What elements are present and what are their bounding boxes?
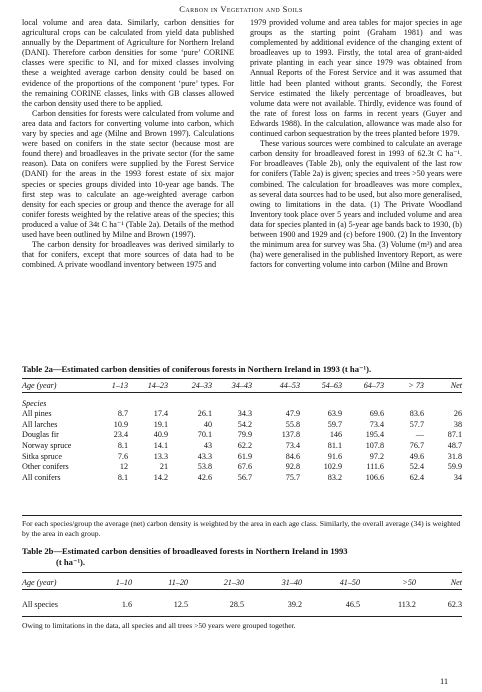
table-cell: 26: [453, 409, 462, 419]
paragraph: 1979 provided volume and area tables for major species in age groups as the starting point (Graham 1981) and was complemented by additional evidence of the changing extent of broadleaves up to 1993. Firstly, the total area of grant-aided private planting in each year since 1979 was obtained from Annual Reports of the Forest Service and it was assumed that little had been planted without grants. Secondly, the Forest Service estimated the likely percentage of broadleaves, but volume data were not available. Thirdly, evidence was found of the rate of forest loss on farms in recent years (Guyer and Edwards 1988). In the calculation, allowance was made also for continued carbon sequestration by the trees planted before 1979.: [250, 18, 462, 139]
table-2b-top-rule: [22, 572, 462, 573]
table-cell: 17.4: [153, 409, 168, 419]
table-cell: 39.2: [287, 599, 302, 609]
column-header: 31–40: [281, 578, 302, 587]
table-cell: 38: [453, 419, 462, 429]
table-row: [22, 462, 462, 473]
table-cell: 10.9: [113, 419, 128, 429]
table-cell: 111.6: [366, 462, 384, 472]
paragraph: local volume and area data. Similarly, carbon densities for agricultural crops can be calculated from yield data published annually by the Department of Agriculture for Northern Ireland (DANI). Therefore carbon densities for some ‘pure’ CORINE classes were specific to NI, and for mixed classes involving these a weighted average carbon density could be based on evidence of the proportions of the component ‘pure’ types. For the remaining CORINE classes, links with GB classes allowed the carbon density used there to be applied.: [22, 18, 234, 108]
table-cell: All pines: [22, 409, 52, 419]
table-cell: 62.3: [447, 599, 462, 609]
table-cell: 34.3: [237, 409, 252, 419]
table-cell: 81.1: [327, 440, 342, 450]
table-cell: 92.8: [285, 462, 300, 472]
table-cell: 107.8: [365, 440, 384, 450]
table-cell: 84.6: [285, 451, 300, 461]
table-cell: 49.6: [409, 451, 424, 461]
table-cell: 43.3: [197, 451, 212, 461]
table-row: [22, 600, 462, 611]
table-row: [22, 409, 462, 420]
table-cell: 59.7: [327, 419, 342, 429]
table-cell: 73.4: [285, 440, 300, 450]
table-cell: 40.9: [153, 430, 168, 440]
table-cell: 61.9: [237, 451, 252, 461]
table-cell: 83.6: [409, 409, 424, 419]
table-cell: 76.7: [409, 440, 424, 450]
column-header: 41–50: [339, 578, 360, 587]
table-2a-title: Table 2a—Estimated carbon densities of coniferous forests in Northern Ireland in 1993 (t ha⁻¹).: [22, 364, 372, 374]
table-cell: 87.1: [447, 430, 462, 440]
table-cell: 13.3: [153, 451, 168, 461]
column-header: 14–23: [147, 381, 168, 390]
table-cell: 97.2: [369, 451, 384, 461]
table-cell: 46.5: [345, 599, 360, 609]
section-label: Species: [22, 398, 47, 408]
table-row: [22, 452, 462, 463]
table-row: [22, 420, 462, 431]
paragraph: The carbon density for broadleaves was derived similarly to that for conifers, except that more sources of data had to be combined. A private woodland inventory between 1975 and: [22, 240, 234, 270]
table-cell: 59.9: [447, 462, 462, 472]
column-header: 21–30: [223, 578, 244, 587]
table-cell: All larches: [22, 419, 58, 429]
table-cell: Other conifers: [22, 462, 69, 472]
table-cell: 73.4: [369, 419, 384, 429]
table-cell: 12.5: [173, 599, 188, 609]
table-cell: 7.6: [117, 451, 128, 461]
table-2a-note: For each species/group the average (net) carbon density is weighted by the area in each age class. Similarly, the overall average (34) is weighted by the area in each group.: [22, 519, 461, 538]
table-cell: 8.1: [117, 472, 128, 482]
table-cell: 14.1: [153, 440, 168, 450]
table-cell: 83.2: [327, 472, 342, 482]
table-2b-bottom-rule: [22, 616, 462, 617]
table-2a-bottom-rule: [22, 515, 462, 516]
table-2a: [22, 381, 462, 483]
table-cell: 34: [453, 472, 462, 482]
column-header: 11–20: [168, 578, 188, 587]
table-cell: 21: [159, 462, 168, 472]
running-header: Carbon in Vegetation and Soils: [179, 4, 303, 14]
body-text: [22, 18, 462, 354]
table-cell: 1.6: [121, 599, 132, 609]
column-header: Age (year): [22, 381, 57, 390]
table-cell: 62.4: [409, 472, 424, 482]
column-header: 54–63: [321, 381, 342, 390]
table-cell: Sitka spruce: [22, 451, 62, 461]
table-cell: 54.2: [237, 419, 252, 429]
right-column: [250, 18, 462, 270]
table-2b-title-line: (t ha⁻¹).: [56, 557, 86, 567]
table-cell: 47.9: [285, 409, 300, 419]
table-cell: 12: [119, 462, 128, 472]
table-cell: 8.1: [117, 440, 128, 450]
column-header: Net: [450, 578, 462, 587]
column-header: 44–53: [279, 381, 300, 390]
table-cell: 48.7: [447, 440, 462, 450]
table-cell: 91.6: [327, 451, 342, 461]
table-cell: 19.1: [153, 419, 168, 429]
table-cell: 42.6: [197, 472, 212, 482]
table-row: [22, 430, 462, 441]
column-header: 1–10: [115, 578, 132, 587]
table-cell: 67.6: [237, 462, 252, 472]
column-header: 34–43: [231, 381, 252, 390]
table-2b-note: Owing to limitations in the data, all species and all trees >50 years were grouped together.: [22, 621, 296, 630]
paragraph: Carbon densities for forests were calculated from volume and area data and factors for converting volume into carbon, which vary by species and age (Milne and Brown 1997). Calculations were based on conifers in the state sector (because most are found there) and broadleaves in the private sector (for the same reason). Data on conifers were supplied by the Forest Service (DANI) for the areas in the 1993 forest estate of six major species or species groups divided into 10-year age bands. The first step was to calculate an age-weighted average carbon density for each species or group and thence the average for all conifer forests weighted by the relative areas of the species; this produced a value of 34t C ha⁻¹ (Table 2a). Details of the method used have been outlined by Milne and Brown (1997).: [22, 108, 234, 239]
table-cell: 75.7: [285, 472, 300, 482]
column-header: 64–73: [363, 381, 384, 390]
table-row: [22, 441, 462, 452]
table-cell: 195.4: [365, 430, 384, 440]
table-cell: 8.7: [117, 409, 128, 419]
table-cell: 106.6: [365, 472, 384, 482]
table-2b: [22, 578, 462, 610]
table-cell: All conifers: [22, 472, 61, 482]
table-row: [22, 473, 462, 484]
table-cell: 57.7: [409, 419, 424, 429]
table-cell: 40: [203, 419, 212, 429]
table-header-row: [22, 381, 462, 392]
table-cell: 56.7: [237, 472, 252, 482]
table-cell: 23.4: [113, 430, 128, 440]
table-cell: 79.9: [237, 430, 252, 440]
table-cell: 102.9: [323, 462, 342, 472]
page-number: 11: [440, 676, 449, 686]
column-header: Net: [450, 381, 462, 390]
column-header: > 73: [408, 381, 424, 390]
table-cell: —: [415, 430, 424, 440]
table-cell: 70.1: [197, 430, 212, 440]
left-column: [22, 18, 234, 270]
table-cell: 146: [329, 430, 342, 440]
table-cell: 137.8: [281, 430, 300, 440]
paragraph: These various sources were combined to calculate an average carbon density for broadleaved forest in 1993 of 62.3t C ha⁻¹. For broadleaves (Table 2b), only the equivalent of the last row for conifers (Table 2a) is given; species and trees >50 years were combined. The calculation for broadleaves was more complex, as several data sources had to be used, but also more generalised, owing to limitations in the data. (1) The Private Woodland Inventory took place over 5 years and included volume and area data for species planted in (a) 5-year age bands back to 1930, (b) between 1900 and 1929 and (c) before 1900. (2) In the Inventory the minimum area for survey was 5ha. (3) Volume (m³) and area (ha) were generalised in the published Inventory Report, as were factors for converting volume into carbon (Milne and Brown: [250, 139, 462, 270]
table-section-row: [22, 399, 462, 410]
column-header: >50: [402, 578, 416, 587]
table-cell: 31.8: [447, 451, 462, 461]
table-cell: 69.6: [369, 409, 384, 419]
table-2b-title-line: Table 2b—Estimated carbon densities of broadleaved forests in Northern Ireland in 1993: [22, 546, 348, 556]
table-2a-top-rule: [22, 378, 462, 379]
table-cell: 62.2: [237, 440, 252, 450]
table-cell: 63.9: [327, 409, 342, 419]
table-cell: 43: [203, 440, 212, 450]
column-header: 1–13: [111, 381, 128, 390]
table-cell: 26.1: [197, 409, 212, 419]
table-cell: 28.5: [229, 599, 244, 609]
table-cell: Norway spruce: [22, 440, 72, 450]
table-cell: Douglas fir: [22, 430, 59, 440]
table-cell: 55.8: [285, 419, 300, 429]
header-rule: [22, 589, 462, 600]
table-cell: All species: [22, 599, 58, 609]
column-header: Age (year): [22, 578, 57, 587]
table-2b-title: [22, 546, 348, 568]
table-cell: 53.8: [197, 462, 212, 472]
table-cell: 52.4: [409, 462, 424, 472]
table-cell: 113.2: [398, 599, 416, 609]
column-header: 24–33: [191, 381, 212, 390]
table-header-row: [22, 578, 462, 589]
table-cell: 14.2: [153, 472, 168, 482]
